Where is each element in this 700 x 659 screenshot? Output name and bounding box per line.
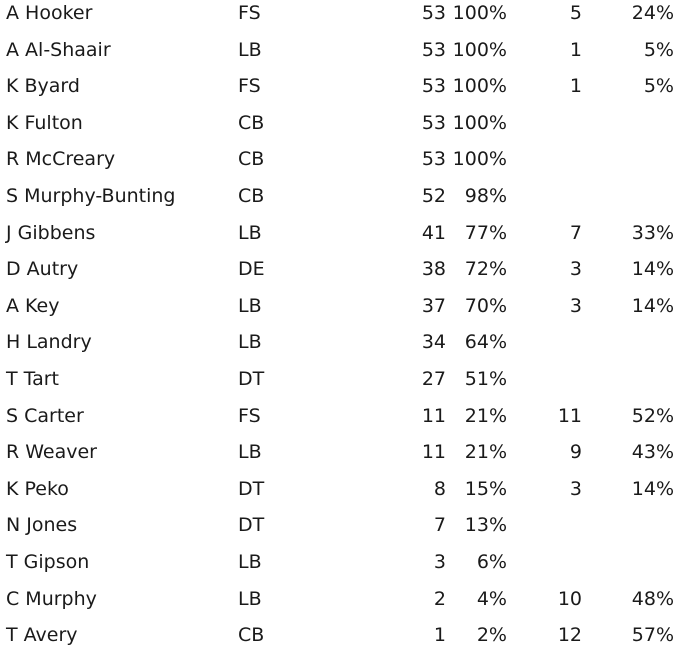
- table-row: [0, 512, 700, 549]
- player-position: LB: [238, 550, 262, 573]
- defense-snaps: 53: [421, 148, 446, 171]
- player-position: CB: [238, 111, 265, 134]
- defense-snap-percent: 100%: [452, 75, 507, 98]
- special-teams-snaps: 12: [557, 624, 582, 647]
- table-row: [0, 37, 700, 74]
- table-row: [0, 146, 700, 183]
- defense-snap-percent: 72%: [464, 258, 507, 281]
- player-name: H Landry: [6, 331, 92, 354]
- defense-snap-percent: 15%: [464, 477, 507, 500]
- defense-snaps: 11: [421, 441, 446, 464]
- defense-snaps: 8: [433, 477, 446, 500]
- player-position: FS: [238, 404, 261, 427]
- special-teams-snaps: 3: [569, 294, 582, 317]
- table-row: [0, 220, 700, 257]
- player-position: DT: [238, 477, 265, 500]
- defense-snaps: 41: [421, 221, 446, 244]
- special-teams-snap-percent: 52%: [631, 404, 674, 427]
- table-row: [0, 366, 700, 403]
- player-name: K Peko: [6, 477, 69, 500]
- special-teams-snap-percent: 24%: [631, 2, 674, 24]
- special-teams-snap-percent: 48%: [631, 587, 674, 610]
- player-name: T Avery: [6, 624, 78, 647]
- special-teams-snap-percent: 57%: [631, 624, 674, 647]
- defense-snaps: 2: [433, 587, 446, 610]
- player-name: R Weaver: [6, 441, 97, 464]
- defense-snaps: 34: [421, 331, 446, 354]
- table-row: [0, 403, 700, 440]
- defense-snap-percent: 100%: [452, 2, 507, 24]
- defense-snaps: 52: [421, 184, 446, 207]
- defense-snap-percent: 6%: [476, 550, 507, 573]
- player-position: DE: [238, 258, 265, 281]
- player-position: LB: [238, 294, 262, 317]
- player-position: LB: [238, 587, 262, 610]
- player-name: A Al-Shaair: [6, 38, 111, 61]
- player-name: A Hooker: [6, 2, 93, 24]
- table-row: [0, 293, 700, 330]
- table-row: [0, 0, 700, 37]
- table-row: [0, 329, 700, 366]
- special-teams-snaps: 5: [569, 2, 582, 24]
- defense-snap-percent: 100%: [452, 111, 507, 134]
- defense-snap-percent: 21%: [464, 441, 507, 464]
- defense-snap-percent: 98%: [464, 184, 507, 207]
- table-row: [0, 586, 700, 623]
- player-position: FS: [238, 75, 261, 98]
- player-name: T Tart: [6, 367, 60, 390]
- table-row: [0, 622, 700, 659]
- player-position: LB: [238, 221, 262, 244]
- player-name: D Autry: [6, 258, 79, 281]
- special-teams-snap-percent: 43%: [631, 441, 674, 464]
- defense-snaps: 38: [421, 258, 446, 281]
- player-position: LB: [238, 38, 262, 61]
- table-row: [0, 256, 700, 293]
- player-name: A Key: [6, 294, 60, 317]
- special-teams-snaps: 9: [569, 441, 582, 464]
- special-teams-snaps: 1: [569, 75, 582, 98]
- special-teams-snaps: 1: [569, 38, 582, 61]
- table-row: [0, 476, 700, 513]
- defense-snap-percent: 100%: [452, 38, 507, 61]
- player-position: CB: [238, 184, 265, 207]
- player-position: CB: [238, 148, 265, 171]
- defense-snaps: 53: [421, 75, 446, 98]
- table-row: [0, 439, 700, 476]
- defense-snap-percent: 77%: [464, 221, 507, 244]
- special-teams-snaps: 7: [569, 221, 582, 244]
- player-name: N Jones: [6, 514, 78, 537]
- player-name: R McCreary: [6, 148, 116, 171]
- special-teams-snap-percent: 14%: [631, 294, 674, 317]
- defense-snaps: 53: [421, 111, 446, 134]
- defense-snaps: 53: [421, 38, 446, 61]
- special-teams-snap-percent: 33%: [631, 221, 674, 244]
- player-position: DT: [238, 514, 265, 537]
- player-name: K Byard: [6, 75, 80, 98]
- player-name: K Fulton: [6, 111, 83, 134]
- special-teams-snaps: 11: [557, 404, 582, 427]
- defense-snaps: 3: [433, 550, 446, 573]
- defense-snaps: 1: [433, 624, 446, 647]
- player-position: CB: [238, 624, 265, 647]
- defense-snaps: 53: [421, 2, 446, 24]
- player-position: DT: [238, 367, 265, 390]
- player-name: S Murphy-Bunting: [6, 184, 176, 207]
- defense-snap-percent: 4%: [476, 587, 507, 610]
- defense-snap-percent: 2%: [476, 624, 507, 647]
- defense-snap-percent: 13%: [464, 514, 507, 537]
- table-row: [0, 549, 700, 586]
- player-position: LB: [238, 331, 262, 354]
- table-row: [0, 110, 700, 147]
- player-position: FS: [238, 2, 261, 24]
- special-teams-snap-percent: 14%: [631, 477, 674, 500]
- special-teams-snap-percent: 5%: [643, 38, 674, 61]
- defense-snap-percent: 21%: [464, 404, 507, 427]
- defense-snap-percent: 70%: [464, 294, 507, 317]
- defense-snap-percent: 64%: [464, 331, 507, 354]
- defense-snap-percent: 51%: [464, 367, 507, 390]
- defense-snap-percent: 100%: [452, 148, 507, 171]
- defense-snaps: 7: [433, 514, 446, 537]
- special-teams-snap-percent: 5%: [643, 75, 674, 98]
- table-row: [0, 183, 700, 220]
- special-teams-snap-percent: 14%: [631, 258, 674, 281]
- player-name: J Gibbens: [6, 221, 96, 244]
- player-name: C Murphy: [6, 587, 97, 610]
- defense-snaps: 27: [421, 367, 446, 390]
- defense-snaps: 11: [421, 404, 446, 427]
- player-name: T Gipson: [6, 550, 90, 573]
- special-teams-snaps: 3: [569, 258, 582, 281]
- special-teams-snaps: 3: [569, 477, 582, 500]
- table-row: [0, 73, 700, 110]
- player-position: LB: [238, 441, 262, 464]
- special-teams-snaps: 10: [557, 587, 582, 610]
- player-name: S Carter: [6, 404, 84, 427]
- defense-snaps: 37: [421, 294, 446, 317]
